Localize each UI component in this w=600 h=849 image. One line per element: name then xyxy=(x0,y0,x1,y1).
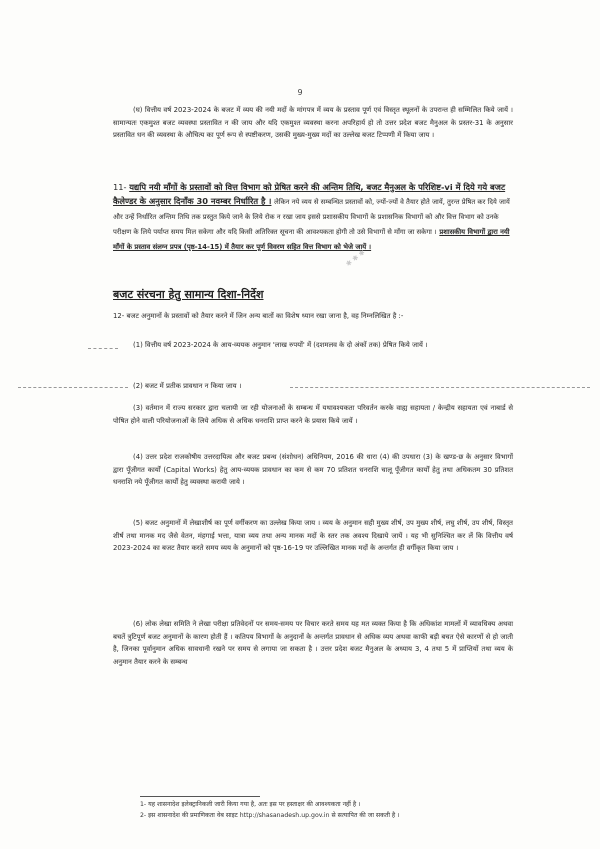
footnote-2: 2- इस शासनादेश की प्रमाणिकता वेब साइट http://shasanadesh.up.gov.in से सत्यापित की जा सकती है । xyxy=(140,811,400,819)
paragraph-11-tail: प्रशासकीय विभागों द्वारा नयी माँगों के प्रस्ताव संलग्न प्रपत्र (पृष्ठ-14-15) में तैयार कर पूर्ण विवरण सहित वित्त विभाग को भेजे जायें । xyxy=(113,228,510,251)
footnote-1: 1- यह शासनादेश इलेक्ट्रानिकली जारी किया गया है, अतः इस पर हस्ताक्षर की आवश्यकता नहीं है । xyxy=(140,801,361,808)
paragraph-12 xyxy=(113,310,513,323)
paragraph-11-number: 11- xyxy=(113,182,127,192)
item-2 xyxy=(113,380,513,393)
item-6-text: (6) लोक लेखा समिति ने लेखा परीक्षा प्रतिवेदनों पर समय-समय पर विचार करते समय यह मत व्यक्त किया है कि अधिकांश मामलों में व्यावधिक्य अथवा बचतें त्रुटिपूर्ण बजट अनुमानों के कारण होती हैं । कतिपय विभागों के अनुदानों के अन्तर्गत प्रावधान से अधिक व्यय अथवा काफी बड़ी बचत ऐसे कारणों से हो जाती है, जिनका पूर्वानुमान अधिक सावधानी रखने पर समय से लगाया जा सकता है । उत्तर प्रदेश बजट मैनुअल के अध्याय 3, 4 तथा 5 में प्राप्तियों तथा व्यय के अनुमान तैयार करने के सम्बन्ध xyxy=(113,620,513,666)
scan-artifact-dash-left xyxy=(18,387,128,388)
item-6 xyxy=(113,618,513,668)
item-5-text: (5) बजट अनुमानों में लेखाशीर्ष का पूर्ण वर्गीकरण का उल्लेख किया जाय । व्यय के अनुमान सही मुख्य शीर्ष, उप मुख्य शीर्ष, लघु शीर्ष, उप शीर्ष, विस्तृत शीर्ष तथा मानक मद जैसे वेतन, मंहगाई भत्ता, यात्रा व्यय तथा अन्य मानक मदों के स्तर तक अवश्य दिखाये जायें । यह भी सुनिश्चित कर लें कि वित्तीय वर्ष 2023-2024 का बजट तैयार करते समय व्यय के अनुमानों को पृष्ठ-16-19 पर उल्लिखित मानक मदों के अन्तर्गत ही वर्गीकृत किया जाय । xyxy=(113,519,513,553)
item-2-text: (2) बजट में प्रतीक प्रावधान न किया जाय । xyxy=(133,382,242,390)
page-number: 9 xyxy=(297,88,303,97)
paragraph-gha-text: (घ) वित्तीय वर्ष 2023-2024 के बजट में व्यय की नयी मदों के मांगपत्र में व्यय के प्रस्ताव पूर्ण एवं विस्तृत स्थूलनों के उपरान्त ही सम्मिलित किये जायें । सामान्यतः एकमुश्त बजट व्यवस्था प्रस्तावित न की जाय और यदि एकमुश्त व्यवस्था करना अपरिहार्य हो तो उत्तर प्रदेश बजट मैनुअल के प्रस्तर-31 के अनुसार प्रस्तावित धन की व्यवस्था के औचित्य का पूर्ण रूप से स्पष्टीकरण, उसकी मुख्य-मुख्य मदों का उल्लेख बजट टिप्पणी में किया जाय । xyxy=(113,106,513,140)
section-title: बजट संरचना हेतु सामान्य दिशा-निर्देश xyxy=(113,288,264,301)
paragraph-11 xyxy=(113,180,513,254)
paragraph-12-intro: 12- बजट अनुमानों के प्रस्तावों को तैयार करने में जिन अन्य बातों का विशेष ध्यान रखा जाना है, वह निम्नलिखित है :- xyxy=(113,312,404,320)
item-5 xyxy=(113,517,513,555)
item-3-text: (3) वर्तमान में राज्य सरकार द्वारा चलायी जा रही योजनाओं के सम्बन्ध में यथावश्यकता परिवर्तन करके वाह्य सहायता / केन्द्रीय सहायता एवं नाबार्ड से पोषित होने वाली परियोजनाओं के लिये अधिक से अधिक धनराशि प्राप्त करने के प्रयास किये जायें । xyxy=(113,404,513,425)
footnotes xyxy=(140,800,520,821)
paragraph-11-body: लेकिन नये व्यय से सम्बन्धित प्रस्तावों को, ज्यों-ज्यों वे तैयार होते जायें, तुरन्त प्रेषित कर दिये जायें और उन्हें निर्धारित अन्तिम तिथि तक प्रस्तुत किये जाने के लिये रोक न रखा जाय इससे प्रशासकीय विभागों के प्रशासनिक विभागों को और वित्त विभाग को उनके परीक्षण के लिये पर्याप्त समय मिल सकेगा और यदि किसी अतिरिक्त सूचना की आवश्यकता होगी तो उसे विभागों से माँगा जा सकेगा । xyxy=(113,198,510,236)
faint-stamp: ✱ ✱ ✱ xyxy=(344,248,367,269)
item-4-text: (4) उत्तर प्रदेश राजकोषीय उत्तरदायित्व और बजट प्रबन्ध (संशोधन) अधिनियम, 2016 की धारा (4) की उपधारा (3) के खण्ड-छ के अनुसार विभागों द्वारा पूँजीगत कार्यों (Capital Works) हेतु आय-व्ययक प्रावधान का कम से कम 70 प्रतिशत धनराशि चालू पूँजीगत कार्यों हेतु तथा अधिकतम 30 प्रतिशत धनराशि नये पूँजीगत कार्यों हेतु व्यवस्था करायी जाये । xyxy=(113,453,513,487)
paragraph-gha xyxy=(113,104,513,142)
item-1 xyxy=(113,339,513,352)
footnote-rule xyxy=(140,796,260,797)
paragraph-11-deadline: यद्यपि नयी माँगों के प्रस्तावों को वित्त विभाग को प्रेषित करने की अन्तिम तिथि, बजट मैनुअल के परिशिष्ट-vi में दिये गये बजट कैलेण्डर के अनुसार दिनाँक 30 नवम्बर निर्धारित है । xyxy=(113,182,506,206)
item-4 xyxy=(113,451,513,489)
item-3 xyxy=(113,402,513,427)
item-1-text: (1) वित्तीय वर्ष 2023-2024 के आय-व्ययक अनुमान 'लाख रुपयों' में (दशमलव के दो अंकों तक) प्रेषित किये जायें । xyxy=(133,341,428,349)
